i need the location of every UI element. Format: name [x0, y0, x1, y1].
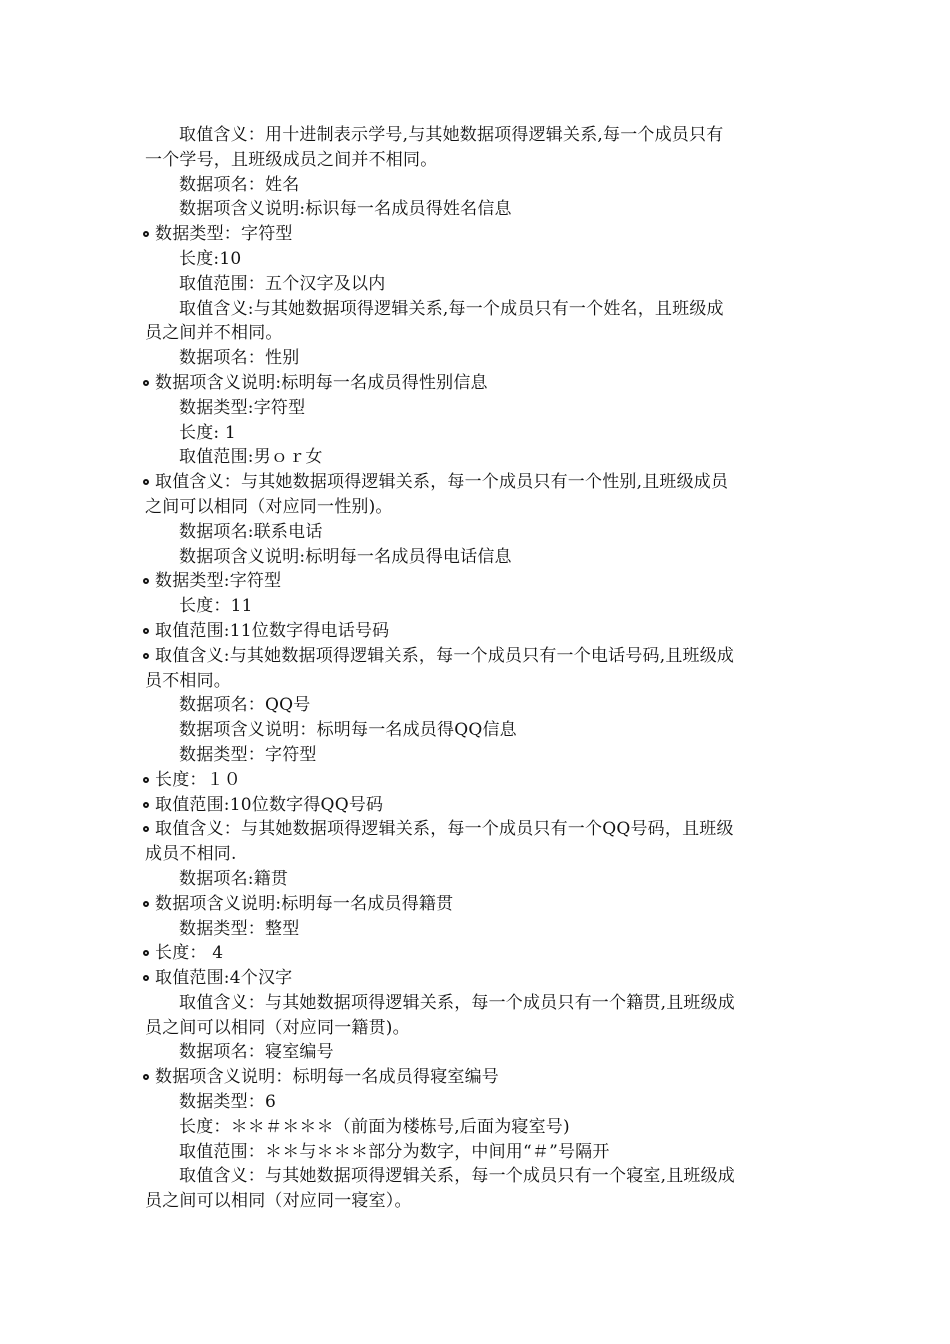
text-line: [145, 768, 815, 793]
text-line-content: 数据项含义说明:标识每一名成员得姓名信息: [179, 199, 512, 220]
text-line-content: 之间可以相同（对应同一性别)。: [145, 496, 393, 517]
text-line: [145, 1040, 815, 1065]
text-line: [145, 297, 815, 322]
text-line-content: 数据项名:联系电话: [179, 521, 323, 542]
text-line-content: 长度: 1: [179, 422, 236, 443]
bullet-icon: [143, 802, 149, 808]
text-line-content: 数据项含义说明：标明每一名成员得QQ信息: [179, 720, 517, 741]
text-line-content: 取值含义：与其她数据项得逻辑关系，每一个成员只有一个籍贯,且班级成: [179, 992, 736, 1013]
text-line: [145, 1189, 815, 1214]
text-line-content: 取值范围:4个汉字: [155, 968, 293, 989]
text-line: [145, 445, 815, 470]
text-line: [145, 545, 815, 570]
text-line: [145, 470, 815, 495]
text-line: [145, 892, 815, 917]
text-line: [145, 1164, 815, 1189]
text-line: [145, 321, 815, 346]
text-line: [145, 917, 815, 942]
text-line: [145, 520, 815, 545]
text-line: [145, 346, 815, 371]
bullet-icon: [143, 653, 149, 659]
text-line-content: 取值含义:与其她数据项得逻辑关系，每一个成员只有一个电话号码,且班级成: [155, 645, 735, 666]
text-line-content: 数据项含义说明：标明每一名成员得寝室编号: [155, 1067, 499, 1088]
bullet-icon: [143, 826, 149, 832]
bullet-icon: [143, 901, 149, 907]
bullet-icon: [143, 628, 149, 634]
text-line-content: 员之间并不相同。: [145, 323, 283, 344]
text-line: [145, 495, 815, 520]
text-line: [145, 1140, 815, 1165]
text-line: [145, 173, 815, 198]
text-line-content: 取值含义：与其她数据项得逻辑关系，每一个成员只有一个寝室,且班级成: [179, 1166, 736, 1187]
text-line: [145, 371, 815, 396]
bullet-icon: [143, 975, 149, 981]
text-line: [145, 1016, 815, 1041]
text-line: [145, 1090, 815, 1115]
text-line: [145, 396, 815, 421]
text-line-content: 数据项名：姓名: [179, 174, 300, 195]
bullet-icon: [143, 950, 149, 956]
text-line: [145, 793, 815, 818]
text-line-content: 员之间可以相同（对应同一籍贯)。: [145, 1017, 410, 1038]
text-line-content: 成员不相同.: [145, 844, 237, 865]
text-line-content: 取值含义:与其她数据项得逻辑关系,每一个成员只有一个姓名，且班级成: [179, 298, 724, 319]
text-line-content: 数据类型：6: [179, 1092, 277, 1113]
text-line-content: 长度： 4: [155, 943, 224, 964]
text-line: [145, 941, 815, 966]
text-line-content: 取值范围:11位数字得电话号码: [155, 620, 390, 641]
text-line: [145, 123, 815, 148]
text-line: [145, 619, 815, 644]
text-line: [145, 817, 815, 842]
bullet-icon: [143, 380, 149, 386]
text-line-content: 取值含义：与其她数据项得逻辑关系，每一个成员只有一个性别,且班级成员: [155, 472, 729, 493]
text-line-content: 取值含义：与其她数据项得逻辑关系，每一个成员只有一个QQ号码，且班级: [155, 819, 734, 840]
text-line-content: 取值范围：＊＊与＊＊＊部分为数字，中间用“＃”号隔开: [179, 1141, 610, 1162]
text-line: [145, 966, 815, 991]
text-line-content: 员之间可以相同（对应同一寝室）。: [145, 1191, 412, 1212]
text-line: [145, 421, 815, 446]
text-line-content: 长度：＊＊＃＊＊＊（前面为楼栋号,后面为寝室号): [179, 1116, 570, 1137]
text-line-content: 数据类型:字符型: [179, 397, 306, 418]
text-line-content: 数据项名：寝室编号: [179, 1042, 334, 1063]
bullet-icon: [143, 578, 149, 584]
text-line: [145, 867, 815, 892]
text-line-content: 数据项名：QQ号: [179, 695, 311, 716]
text-line: [145, 222, 815, 247]
text-line-content: 长度:10: [179, 248, 242, 269]
text-line-content: 数据类型：字符型: [155, 224, 293, 245]
text-line-content: 数据项名：性别: [179, 348, 300, 369]
bullet-icon: [143, 777, 149, 783]
text-line: [145, 743, 815, 768]
text-line: [145, 594, 815, 619]
text-line-content: 员不相同。: [145, 670, 231, 691]
text-line: [145, 197, 815, 222]
text-line: [145, 148, 815, 173]
document-body: [145, 123, 815, 1214]
text-line: [145, 569, 815, 594]
bullet-icon: [143, 479, 149, 485]
text-line: [145, 1115, 815, 1140]
text-line: [145, 1065, 815, 1090]
text-line-content: 数据项含义说明:标明每一名成员得籍贯: [155, 893, 454, 914]
text-line: [145, 669, 815, 694]
text-line-content: 数据类型:字符型: [155, 571, 282, 592]
bullet-icon: [143, 231, 149, 237]
text-line-content: 取值含义：用十进制表示学号,与其她数据项得逻辑关系,每一个成员只有: [179, 125, 724, 145]
text-line: [145, 247, 815, 272]
text-line-content: 取值范围:10位数字得QQ号码: [155, 794, 384, 815]
text-line: [145, 272, 815, 297]
bullet-icon: [143, 1074, 149, 1080]
text-line: [145, 644, 815, 669]
text-line: [145, 842, 815, 867]
text-line-content: 取值范围:男ｏｒ女: [179, 447, 323, 468]
text-line: [145, 718, 815, 743]
text-line-content: 数据类型：字符型: [179, 744, 317, 765]
text-line-content: 数据项含义说明:标明每一名成员得电话信息: [179, 546, 512, 567]
text-line-content: 长度：１０: [155, 769, 241, 790]
text-line-content: 数据项含义说明:标明每一名成员得性别信息: [155, 372, 488, 393]
text-line-content: 长度：11: [179, 596, 253, 617]
text-line-content: 取值范围：五个汉字及以内: [179, 273, 386, 294]
text-line: [145, 693, 815, 718]
text-line-content: 数据项名:籍贯: [179, 868, 289, 889]
text-line: [145, 991, 815, 1016]
text-line-content: 一个学号，且班级成员之间并不相同。: [145, 149, 438, 170]
text-line-content: 数据类型：整型: [179, 918, 300, 939]
